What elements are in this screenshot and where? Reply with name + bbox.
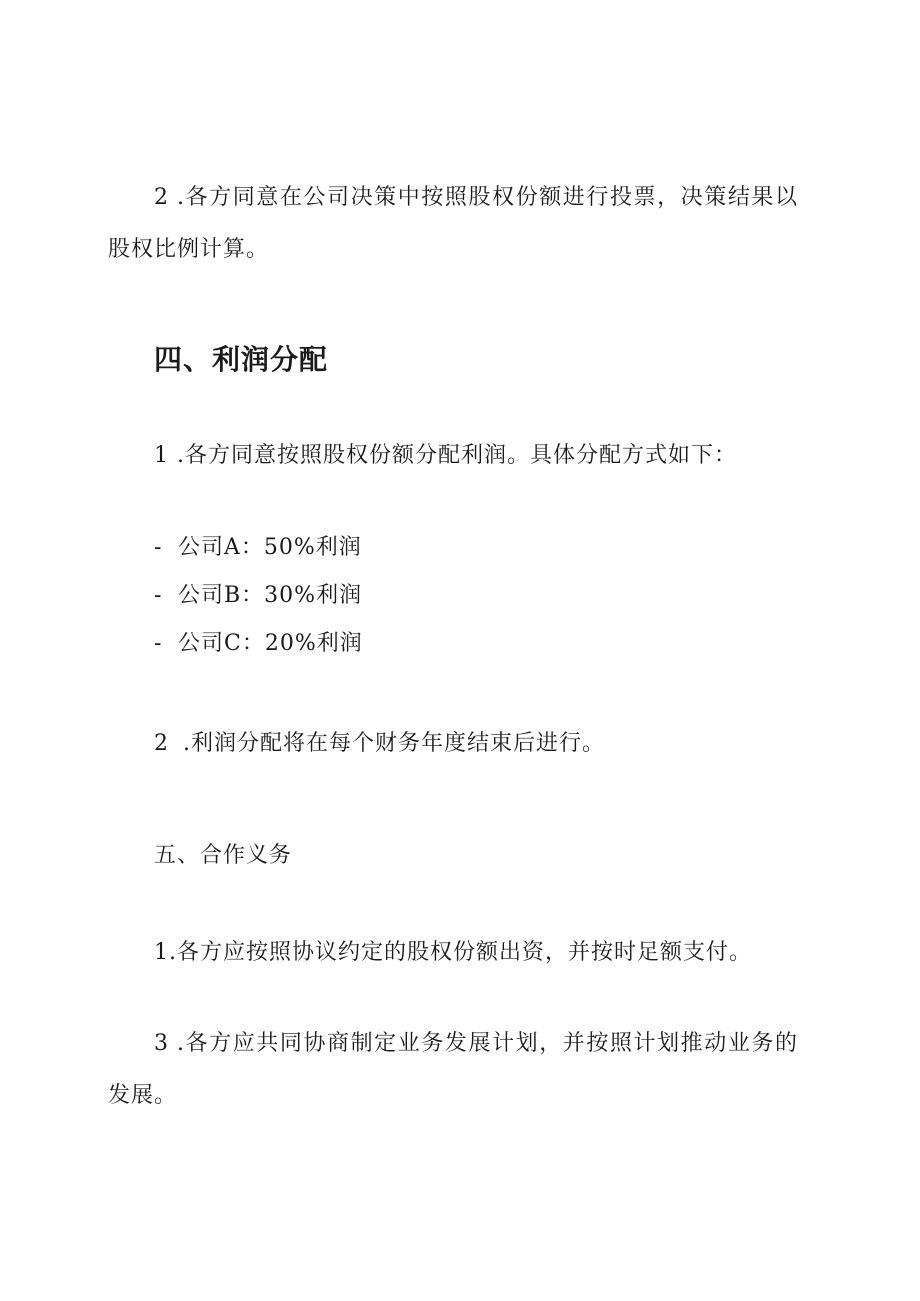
dash-marker: - [154, 535, 163, 560]
item-text: 1.各方应按照协议约定的股权份额出资，并按时足额支付。 [154, 940, 752, 965]
item-number: 3 [154, 1031, 169, 1056]
paragraph-capital-contribution [154, 935, 752, 966]
item-number: 1 [154, 443, 169, 468]
list-item-text: 公司B：30%利润 [178, 583, 363, 608]
list-item-company-a [154, 530, 362, 561]
paragraph-profit-share [154, 438, 737, 469]
item-number: 2 [154, 731, 169, 756]
item-text: .各方同意按照股权份额分配利润。具体分配方式如下： [177, 443, 737, 468]
list-item-company-b [154, 578, 362, 609]
dash-marker: - [154, 583, 163, 608]
section-heading-profit-distribution: 四、利润分配 [154, 343, 329, 376]
section-heading-cooperation-obligations: 五、合作义务 [154, 843, 293, 868]
dash-marker: - [154, 631, 163, 656]
item-number: 2 [154, 185, 169, 210]
item-text: .各方应共同协商制定业务发展计划，并按照计划推动业务的发展。 [108, 1031, 798, 1108]
paragraph-decision-voting [108, 172, 798, 276]
paragraph-distribution-timing [154, 726, 605, 757]
item-text: .利润分配将在每个财务年度结束后进行。 [183, 731, 605, 756]
list-item-text: 公司C：20%利润 [178, 631, 363, 656]
item-text: .各方同意在公司决策中按照股权份额进行投票，决策结果以股权比例计算。 [108, 185, 798, 262]
list-item-text: 公司A：50%利润 [178, 535, 362, 560]
list-item-company-c [154, 626, 363, 657]
paragraph-business-plan [108, 1018, 798, 1122]
